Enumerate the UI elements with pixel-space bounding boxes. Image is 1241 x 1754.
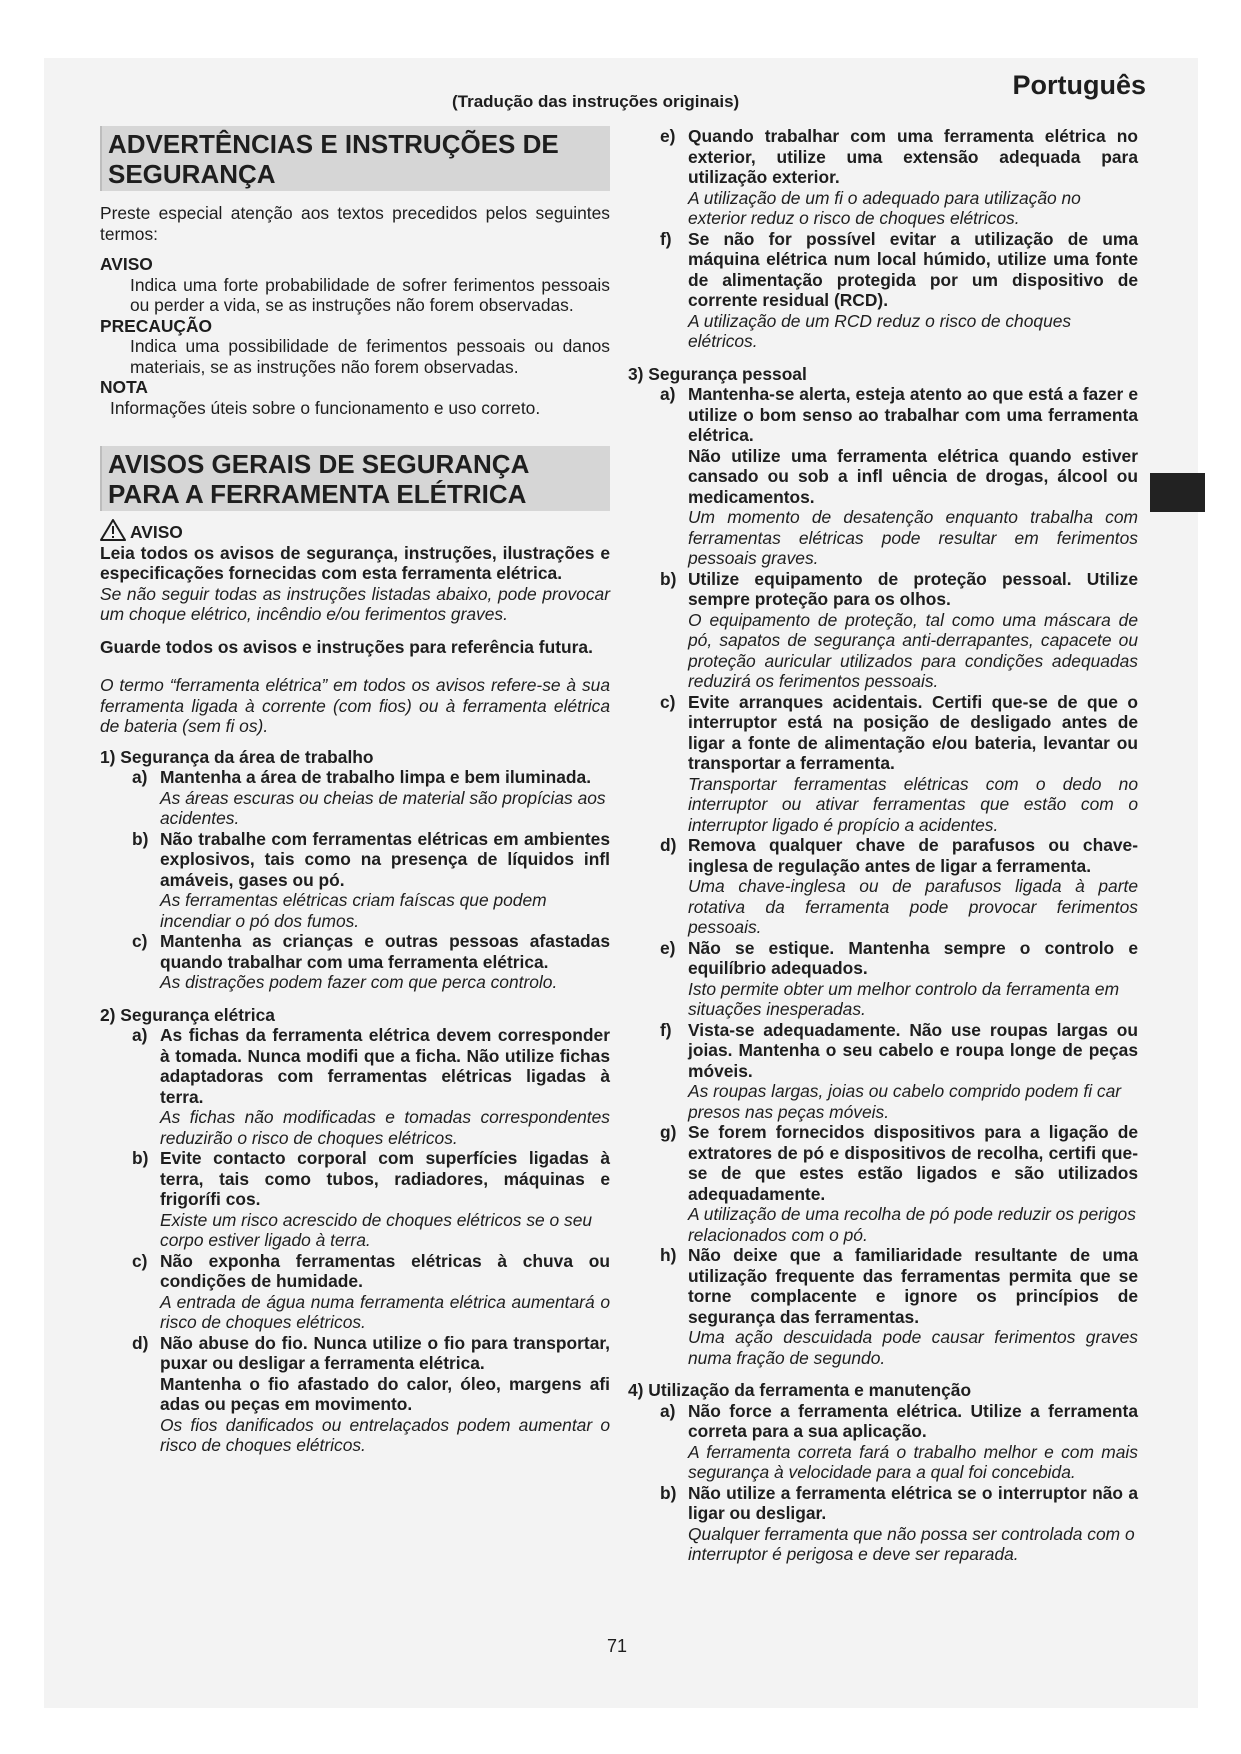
list-item: e) Quando trabalhar com uma ferramenta elétrica no exterior, utilize uma extensão adequada para utilização exterior. A utilização de um fi o adequado para utilização no exterior reduz o risco de choques elétricos. bbox=[660, 126, 1138, 228]
list-item: f) Vista-se adequadamente. Não use roupas largas ou joias. Mantenha o seu cabelo e roupa longe de peças móveis. As roupas largas, joias ou cabelo comprido podem fi car presos nas peças móveis. bbox=[660, 1019, 1138, 1122]
list-item: c) Mantenha as crianças e outras pessoas afastadas quando trabalhar com uma ferramenta elétrica. As distrações podem fazer com que perca controlo. bbox=[132, 931, 610, 992]
language-thumb-tab bbox=[1150, 473, 1205, 512]
translation-subtitle: (Tradução das instruções originais) bbox=[452, 92, 740, 111]
section-4-title: 4) Utilização da ferramenta e manutenção bbox=[628, 1380, 972, 1400]
list-item: b) Não utilize a ferramenta elétrica se o interruptor não a ligar ou desligar. Qualquer ferramenta que não possa ser controlada com o interruptor é perigosa e deve ser reparada. bbox=[660, 1482, 1138, 1564]
intro-text: Preste especial atenção aos textos precedidos pelos seguintes termos: bbox=[100, 203, 610, 244]
term-definition-note: O termo “ferramenta elétrica” em todos os avisos refere-se à sua ferramenta ligada à corrente (com fios) ou à ferramenta elétrica de bateria (sem fi os). bbox=[100, 675, 610, 736]
left-column bbox=[100, 126, 610, 1456]
list-item: b) Não trabalhe com ferramentas elétricas em ambientes explosivos, tais como na presença de líquidos infl amáveis, gases ou pó. As ferramentas elétricas criam faíscas que podem incendiar o pó dos fumos. bbox=[132, 828, 610, 931]
section-3-title: 3) Segurança pessoal bbox=[628, 363, 807, 384]
right-column bbox=[628, 126, 1138, 1565]
section-heading-warnings: ADVERTÊNCIAS E INSTRUÇÕES DE SEGURANÇA bbox=[100, 126, 610, 191]
term-precaucao: PRECAUÇÃO Indica uma possibilidade de ferimentos pessoais ou danos materiais, se as instruções não forem observadas. bbox=[100, 315, 610, 377]
term-nota: NOTA Informações úteis sobre o funcionamento e uso correto. bbox=[100, 377, 541, 418]
lead-italic: Se não seguir todas as instruções listadas abaixo, pode provocar um choque elétrico, incêndio e/ou ferimentos graves. bbox=[100, 583, 610, 624]
list-item: f) Se não for possível evitar a utilização de uma máquina elétrica num local húmido, utilize uma fonte de alimentação protegida por um dispositivo de corrente residual (RCD). A utilização de um RCD reduz o risco de choques elétricos. bbox=[660, 228, 1138, 351]
section-2-continued bbox=[660, 126, 1138, 352]
section-4-items bbox=[660, 1401, 1138, 1565]
list-item: a) Mantenha-se alerta, esteja atento ao que está a fazer e utilize o bom senso ao trabalhar com uma ferramenta elétrica. Não utilize uma ferramenta elétrica quando estiver cansado ou sob a infl uência de drogas, álcool ou medicamentos. Um momento de desatenção enquanto trabalha com ferramentas elétricas pode resultar em ferimentos pessoais graves. bbox=[660, 384, 1138, 568]
list-item: a) As fichas da ferramenta elétrica devem corresponder à tomada. Nunca modifi que a ficha. Não utilize fichas adaptadoras com ferramentas elétricas ligadas à terra. As fichas não modificadas e tomadas correspondentes reduzirão o risco de choques elétricos. bbox=[132, 1025, 610, 1148]
list-item: d) Não abuse do fio. Nunca utilize o fio para transportar, puxar ou desligar a ferramenta elétrica. Mantenha o fio afastado do calor, óleo, margens afi adas ou peças em movimento. Os fios danificados ou entrelaçados podem aumentar o risco de choques elétricos. bbox=[132, 1332, 610, 1455]
section-1-items bbox=[132, 767, 610, 993]
list-item: a) Não force a ferramenta elétrica. Utilize a ferramenta correta para a sua aplicação. A ferramenta correta fará o trabalho melhor e com mais segurança à velocidade para a qual foi concebida. bbox=[660, 1400, 1138, 1482]
term-aviso: AVISO Indica uma forte probabilidade de sofrer ferimentos pessoais ou perder a vida, se as instruções não forem observadas. bbox=[100, 254, 610, 315]
language-label: Português bbox=[1012, 70, 1146, 100]
section-heading-general-warnings: AVISOS GERAIS DE SEGURANÇA PARA A FERRAMENTA ELÉTRICA bbox=[100, 446, 610, 511]
section-2-title: 2) Segurança elétrica bbox=[100, 1004, 275, 1025]
lead-bold: Leia todos os avisos de segurança, instruções, ilustrações e especificações fornecidas com esta ferramenta elétrica. bbox=[100, 542, 610, 583]
list-item: a) Mantenha a área de trabalho limpa e bem iluminada. As áreas escuras ou cheias de material são propícias aos acidentes. bbox=[132, 767, 606, 828]
list-item: c) Não exponha ferramentas elétricas à chuva ou condições de humidade. A entrada de água numa ferramenta elétrica aumentará o risco de choques elétricos. bbox=[132, 1250, 610, 1332]
list-item: d) Remova qualquer chave de parafusos ou chave-inglesa de regulação antes de ligar a ferramenta. Uma chave-inglesa ou de parafusos ligada à parte rotativa da ferramenta pode provocar ferimentos pessoais. bbox=[660, 835, 1138, 937]
list-item: b) Utilize equipamento de proteção pessoal. Utilize sempre proteção para os olhos. O equipamento de proteção, tal como uma máscara de pó, sapatos de segurança anti-derrapantes, capacete ou proteção auricular utilizados para condições adequadas reduzirá os ferimentos pessoais. bbox=[660, 568, 1138, 691]
section-2-items bbox=[132, 1025, 610, 1456]
list-item: b) Evite contacto corporal com superfícies ligadas à terra, tais como tubos, radiadores, máquinas e frigorífi cos. Existe um risco acrescido de choques elétricos se o seu corpo estiver ligado à terra. bbox=[132, 1148, 610, 1250]
list-item: g) Se forem fornecidos dispositivos para a ligação de extratores de pó e dispositivos de recolha, certifi que-se de que estes estão ligados e são utilizados adequadamente. A utilização de uma recolha de pó pode reduzir os perigos relacionados com o pó. bbox=[660, 1122, 1138, 1245]
section-1-title: 1) Segurança da área de trabalho bbox=[100, 746, 374, 767]
list-item: h) Não deixe que a familiaridade resultante de uma utilização frequente das ferramentas permita que se torne complacente e ignore os princípios de segurança das ferramentas. Uma ação descuidada pode causar ferimentos graves numa fração de segundo. bbox=[660, 1245, 1138, 1368]
list-item: e) Não se estique. Mantenha sempre o controlo e equilíbrio adequados. Isto permite obter um melhor controlo da ferramenta em situações inesperadas. bbox=[660, 937, 1138, 1019]
list-item: c) Evite arranques acidentais. Certifi que-se de que o interruptor está na posição de desligado antes de ligar a fonte de alimentação e/ou bateria, levantar ou transportar a ferramenta. Transportar ferramentas elétricas com o dedo no interruptor ou ativar ferramentas que estão com o interruptor ligado é propício a acidentes. bbox=[660, 691, 1138, 835]
section-3-items bbox=[660, 384, 1138, 1368]
page-number: 71 bbox=[607, 1636, 628, 1656]
aviso-label: AVISO bbox=[100, 519, 610, 543]
warning-triangle-icon bbox=[100, 519, 126, 541]
keep-instructions: Guarde todos os avisos e instruções para referência futura. bbox=[100, 636, 593, 657]
